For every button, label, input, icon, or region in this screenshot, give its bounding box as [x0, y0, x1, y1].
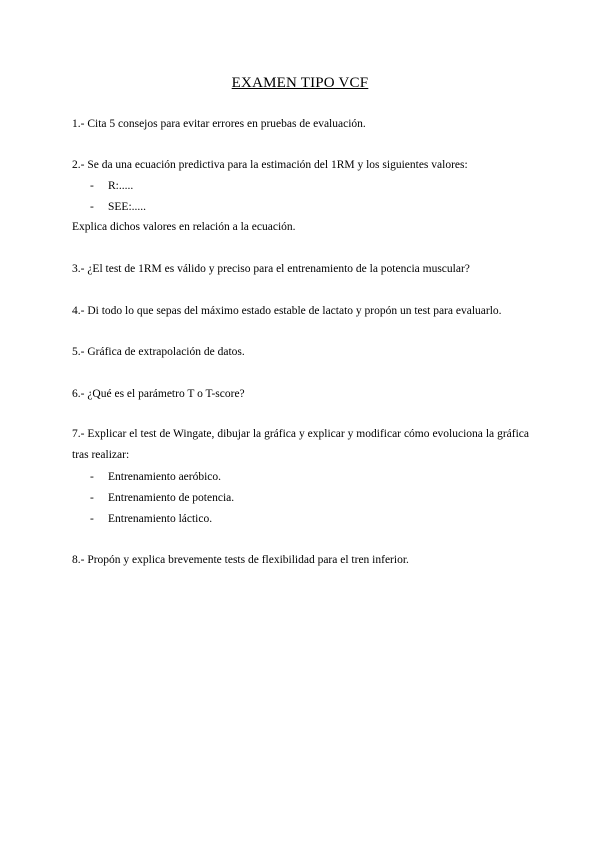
bullet-marker: - [90, 180, 94, 192]
bullet-marker: - [90, 492, 94, 504]
question-7-bullet-aerobic: Entrenamiento aeróbico. [108, 471, 222, 483]
question-2-bullet-see: SEE:..... [108, 201, 147, 213]
question-7: 7.- Explicar el test de Wingate, dibujar la gráfica y explicar y modificar cómo evoluciona la gráfica tras realizar: [72, 428, 529, 461]
question-3: 3.- ¿El test de 1RM es válido y preciso para el entrenamiento de la potencia muscular? [72, 263, 470, 275]
question-2-followup: Explica dichos valores en relación a la ecuación. [72, 221, 296, 233]
question-1: 1.- Cita 5 consejos para evitar errores en pruebas de evaluación. [72, 118, 366, 130]
question-5: 5.- Gráfica de extrapolación de datos. [72, 346, 245, 358]
question-2: 2.- Se da una ecuación predictiva para la estimación del 1RM y los siguientes valores: [72, 159, 468, 171]
question-6: 6.- ¿Qué es el parámetro T o T-score? [72, 388, 245, 400]
bullet-marker: - [90, 201, 94, 213]
question-7-bullet-lactic: Entrenamiento láctico. [108, 513, 213, 525]
question-7-bullet-power: Entrenamiento de potencia. [108, 492, 235, 504]
question-8: 8.- Propón y explica brevemente tests de flexibilidad para el tren inferior. [72, 554, 409, 566]
bullet-marker: - [90, 471, 94, 483]
question-2-bullet-r: R:..... [108, 180, 134, 192]
question-4: 4.- Di todo lo que sepas del máximo estado estable de lactato y propón un test para evaluarlo. [72, 305, 502, 317]
page-title: EXAMEN TIPO VCF [231, 75, 369, 91]
bullet-marker: - [90, 513, 94, 525]
